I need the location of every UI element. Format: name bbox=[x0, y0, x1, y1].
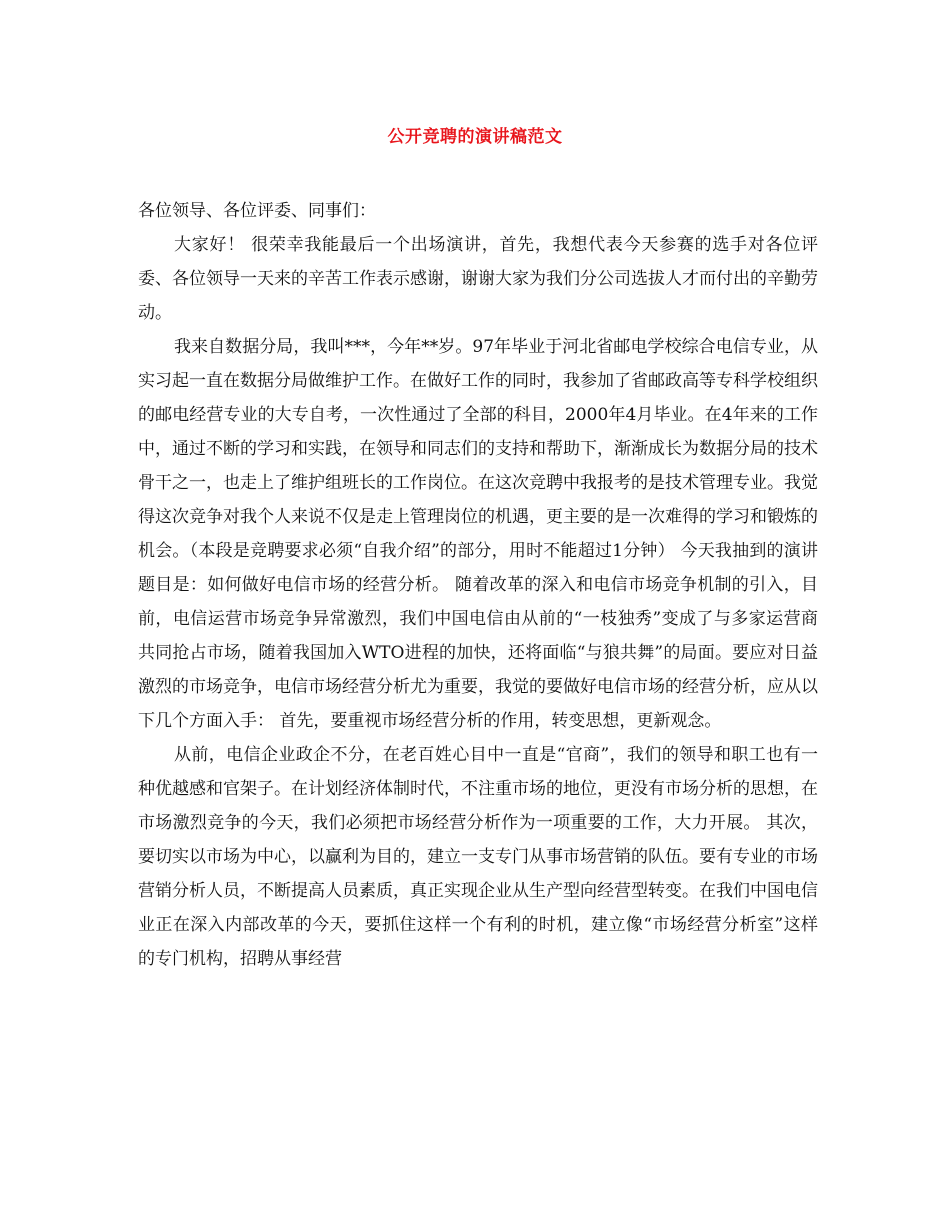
paragraph-greeting: 大家好！ 很荣幸我能最后一个出场演讲，首先，我想代表今天参赛的选手对各位评委、各位领导一天来的辛苦工作表示感谢，谢谢大家为我们分公司选拔人才而付出的辛勤劳动。 bbox=[138, 235, 818, 323]
document-title: 公开竞聘的演讲稿范文 bbox=[387, 127, 563, 147]
paragraph-self-introduction: 我来自数据分局，我叫***，今年**岁。97年毕业于河北省邮电学校综合电信专业，从实习起一直在数据分局做维护工作。在做好工作的同时，我参加了省邮政高等专科学校组织的邮电经营专业的大专自考，一次性通过了全部的科目，2000年4月毕业。在4年来的工作中，通过不断的学习和实践，在领导和同志们的支持和帮助下，渐渐成长为数据分局的技术骨干之一，也走上了维护组班长的工作岗位。在这次竞聘中我报考的是技术管理专业。我觉得这次竞争对我个人来说不仅是走上管理岗位的机遇，更主要的是一次难得的学习和锻炼的机会。（本段是竞聘要求必须“自我介绍”的部分，用时不能超过1分钟） 今天我抽到的演讲题目是：如何做好电信市场的经营分析。 随着改革的深入和电信市场竞争机制的引入，目前，电信运营市场竞争异常激烈，我们中国电信由从前的“一枝独秀”变成了与多家运营商共同抢占市场，随着我国加入WTO进程的加快，还将面临“与狼共舞”的局面。要应对日益激烈的市场竞争，电信市场经营分析尤为重要，我觉的要做好电信市场的经营分析，应从以下几个方面入手： 首先，要重视市场经营分析的作用，转变思想，更新观念。 bbox=[138, 337, 818, 731]
document-body bbox=[138, 194, 818, 976]
paragraph-market-analysis: 从前，电信企业政企不分，在老百姓心目中一直是“官商”，我们的领导和职工也有一种优越感和官架子。在计划经济体制时代，不注重市场的地位，更没有市场分析的思想，在市场激烈竞争的今天，我们必须把市场经营分析作为一项重要的工作，大力开展。 其次，要切实以市场为中心，以赢利为目的，建立一支专门从事市场营销的队伍。要有专业的市场营销分析人员，不断提高人员素质，真正实现企业从生产型向经营型转变。在我们中国电信业正在深入内部改革的今天，要抓住这样一个有利的时机，建立像“市场经营分析室”这样的专门机构，招聘从事经营 bbox=[138, 745, 818, 969]
salutation: 各位领导、各位评委、同事们： bbox=[138, 201, 376, 221]
